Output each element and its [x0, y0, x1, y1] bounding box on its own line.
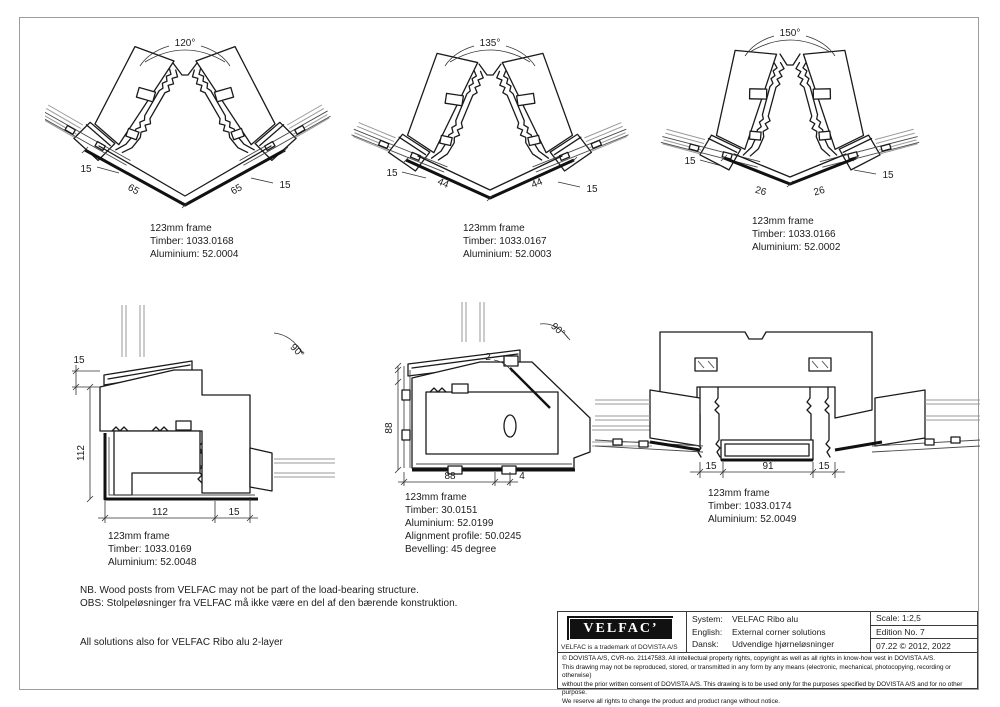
dim-label: 15	[684, 156, 696, 167]
dim-label: 15	[279, 180, 291, 191]
trademark-text: VELFAC is a trademark of DOVISTA A/S	[561, 644, 678, 651]
dim-label: 112	[76, 445, 87, 461]
dim-label: 88	[384, 422, 395, 434]
scale-value: Scale: 1:2,5	[876, 613, 921, 624]
dim-label: 26	[812, 184, 827, 199]
note-all-solutions: All solutions also for VELFAC Ribo alu 2-layer	[80, 637, 283, 648]
drawing-caption: 123mm frame Timber: 1033.0167 Aluminium: 52.0003	[463, 223, 552, 260]
drawing-straight-coupling	[595, 312, 980, 487]
drawing-caption: 123mm frame Timber: 1033.0169 Aluminium: 52.0048	[108, 531, 197, 568]
note-obs: OBS: Stolpeløsninger fra VELFAC må ikke være en del af den bærende konstruktion.	[80, 598, 458, 609]
title-block-languages	[687, 612, 871, 652]
dim-label: 15	[228, 507, 240, 518]
title-block-row: English: External corner solutions	[692, 626, 826, 637]
angle-label: 120°	[174, 38, 196, 49]
dim-label: 88	[444, 471, 456, 482]
dim-label: 112	[152, 507, 168, 518]
velfac-logo: VELFAC’	[567, 616, 673, 640]
dim-label: 44	[529, 176, 545, 191]
title-block-meta	[871, 612, 977, 652]
title-block	[557, 611, 978, 705]
dim-label: 15	[73, 355, 85, 366]
dim-label: 65	[125, 182, 141, 198]
note-nb: NB. Wood posts from VELFAC may not be part of the load-bearing structure.	[80, 585, 419, 596]
dim-label: 15	[705, 461, 717, 472]
edition-value: Edition No. 7	[871, 625, 977, 639]
drawing-caption: 123mm frame Timber: 1033.0168 Aluminium: 52.0004	[150, 223, 239, 260]
drawing-caption: 123mm frame Timber: 1033.0174 Aluminium: 52.0049	[708, 488, 797, 525]
dim-label: 4	[519, 471, 525, 482]
angle-label: 150°	[779, 28, 801, 39]
dim-label: 15	[818, 461, 830, 472]
angle-label: 90°	[287, 341, 307, 361]
title-block-row: Dansk: Udvendige hjørneløsninger	[692, 639, 835, 649]
angle-label: 90°	[548, 320, 567, 340]
dim-label: 44	[435, 176, 451, 191]
callout-label: 2	[485, 352, 491, 363]
dim-label: 15	[386, 168, 398, 179]
dim-label: 15	[80, 164, 92, 175]
dim-label: 91	[762, 461, 774, 472]
logo-cell	[558, 612, 687, 652]
drawing-corner-90	[52, 303, 352, 538]
dim-label: 15	[882, 170, 894, 181]
drawing-caption: 123mm frame Timber: 30.0151 Aluminium: 52.0199 Alignment profile: 50.0245 Bevelling: 45 degree	[405, 492, 522, 555]
legal-text: © DOVISTA A/S, CVR-no. 21147583. All intellectual property rights, copyright as well as all rights in know-how vest in DOVISTA A/S. This drawing may not be reproduced, stored, or transmitted in any form by any means (electronic, mechanical, photocopying, recording or otherwise) without the prior written consent of DOVISTA A/S. This drawing is to be used only for the purposes specified by DOVISTA A/S and for no other purpose. We reserve all rights to change the product and product range without notice.	[562, 655, 963, 705]
title-block-row: System: VELFAC Ribo alu	[692, 614, 799, 624]
angle-label: 135°	[479, 38, 501, 49]
dim-label: 15	[586, 184, 598, 195]
dim-label: 26	[753, 184, 768, 199]
dim-label: 65	[229, 182, 245, 198]
drawing-caption: 123mm frame Timber: 1033.0166 Aluminium: 52.0002	[752, 216, 841, 253]
date-copyright: 07.22 © 2012, 2022	[871, 638, 977, 652]
